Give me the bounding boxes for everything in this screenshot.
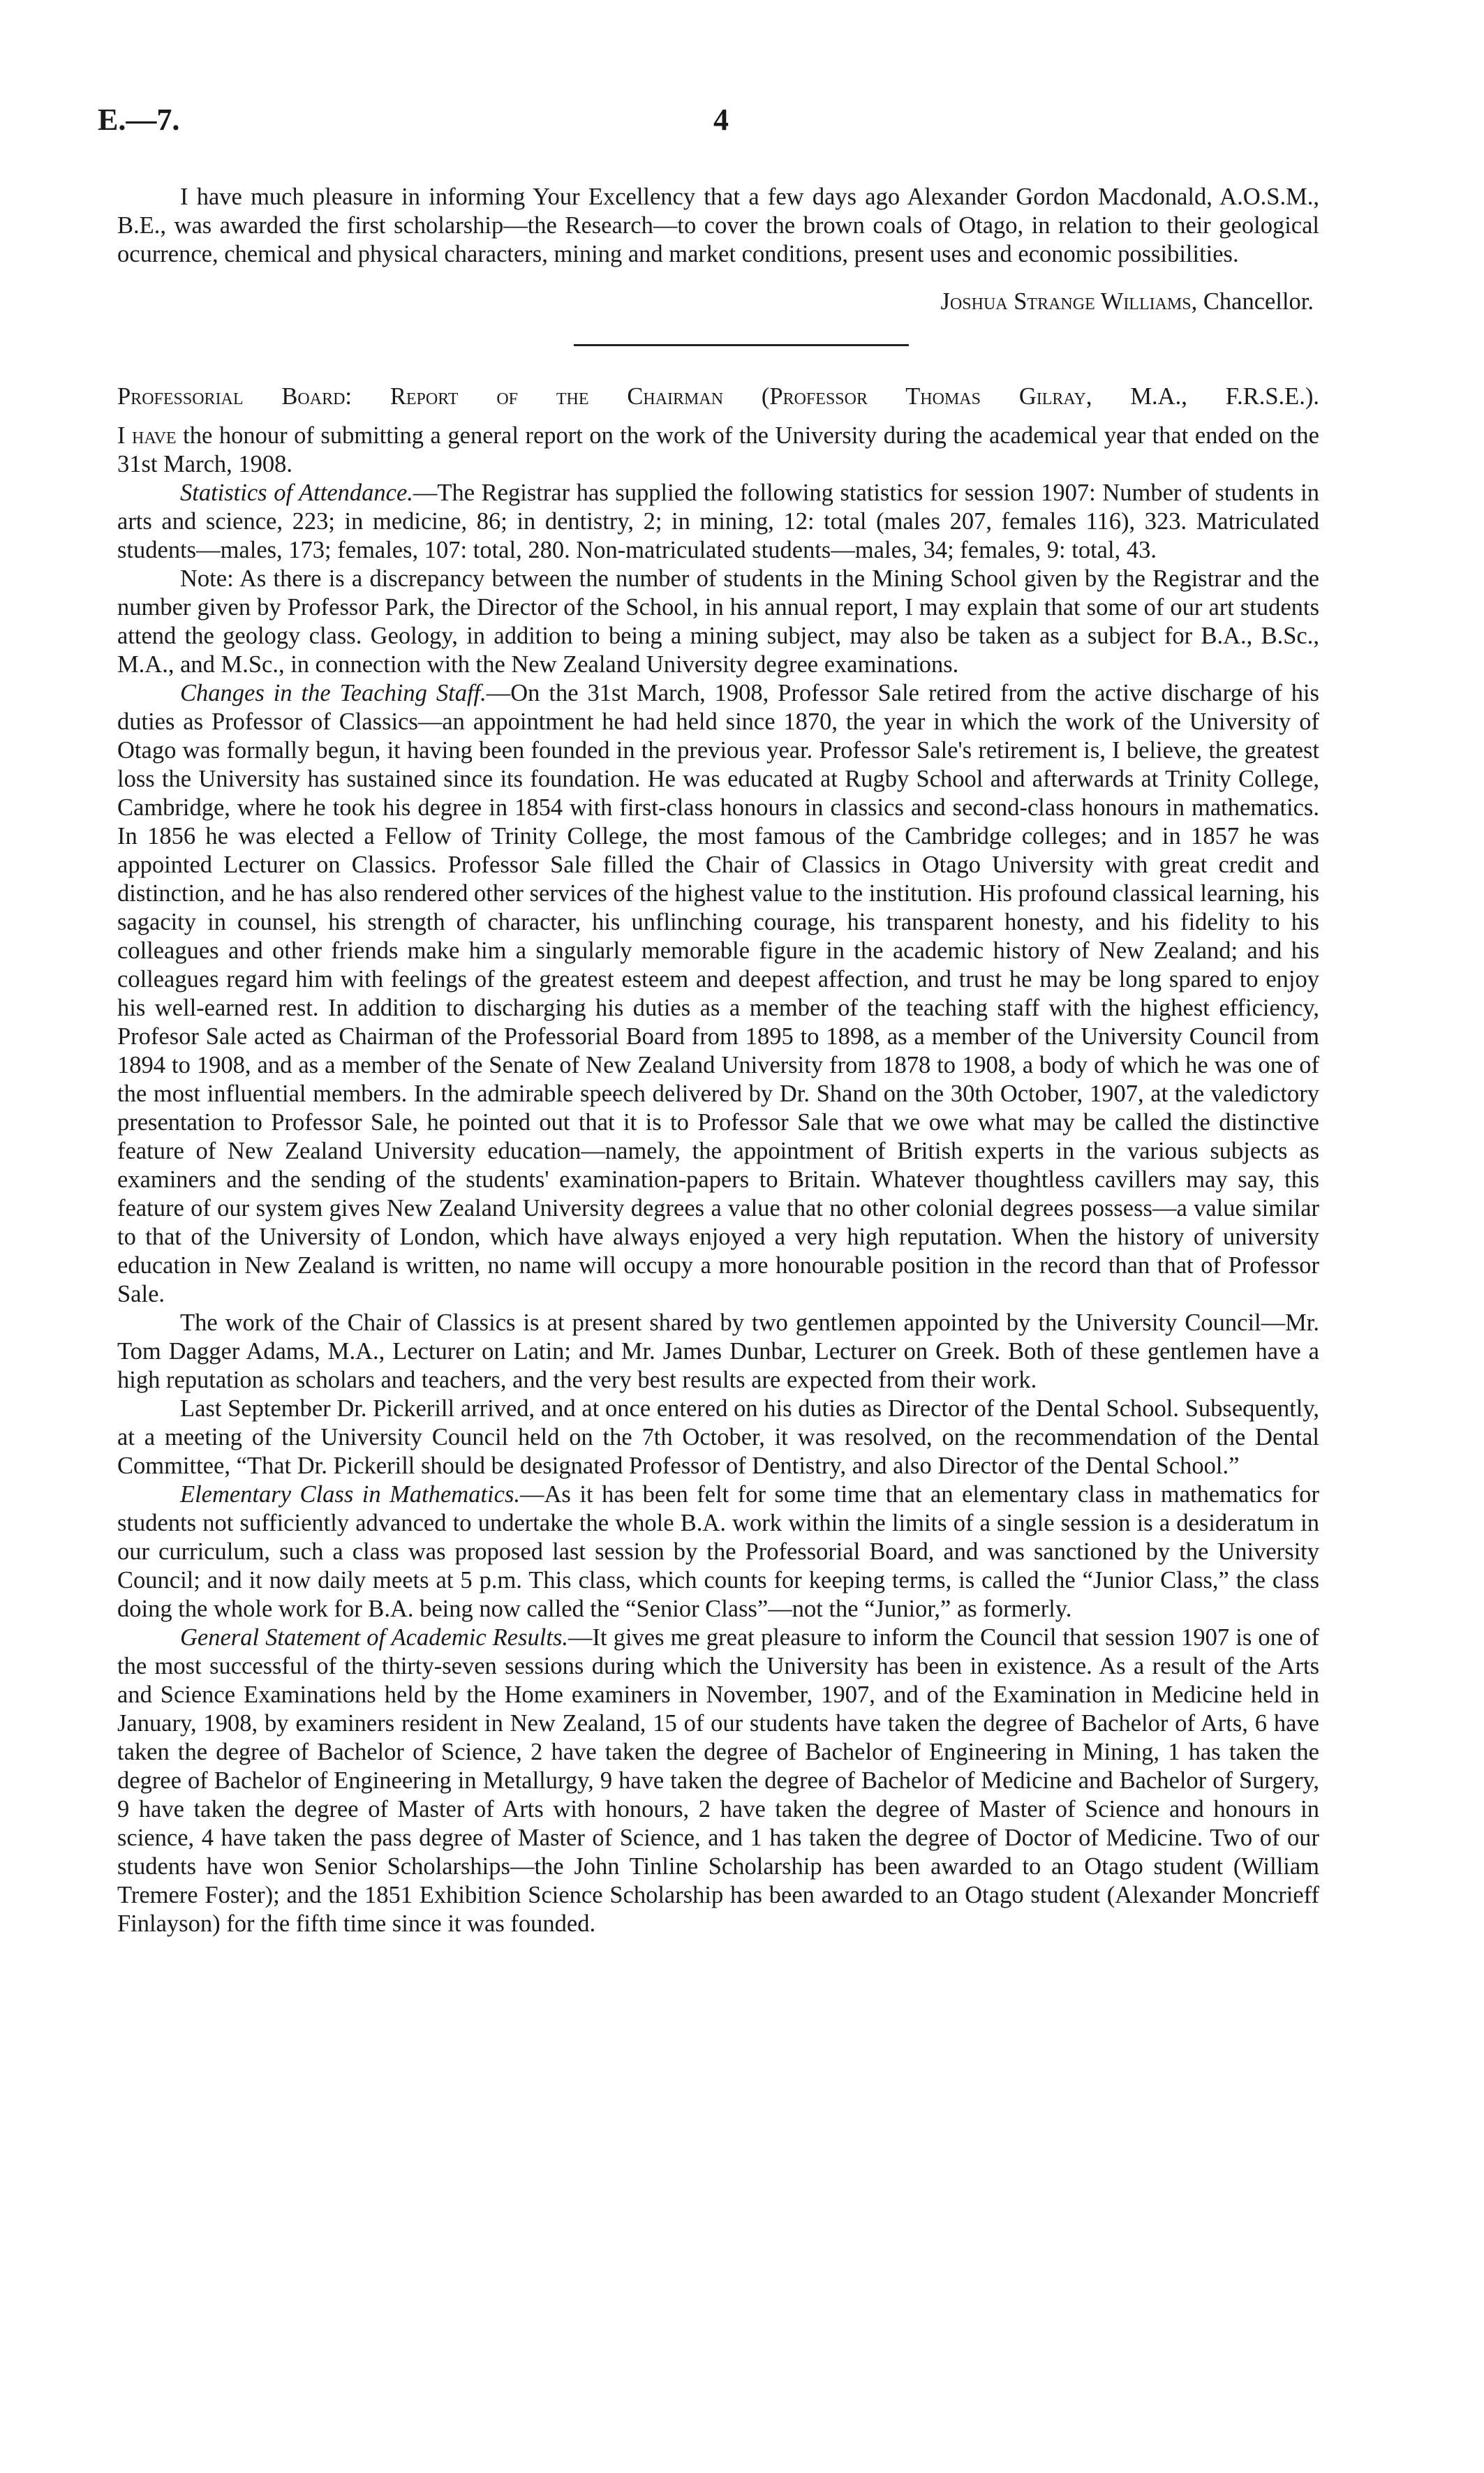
report-body: [117, 422, 1319, 1938]
paragraph-note: [117, 565, 1319, 679]
paragraph-text: The work of the Chair of Classics is at present shared by two gentlemen appointed by the University Council—Mr. Tom Dagger Adams, M.A., Lecturer on Latin; and Mr. James Dunbar, Lecturer on Greek. Both of these gentlemen have a high reputation as scholars and teachers, and the very best results are expected from their work.: [117, 1309, 1319, 1393]
paragraph-text: —It gives me great pleasure to inform the Council that session 1907 is one of the most successful of the thirty-seven sessions during which the University has been in existence. As a result of the Arts and Science Examinations held by the Home examiners in November, 1907, and of the Examination in Medicine held in January, 1908, by examiners resident in New Zealand, 15 of our students have taken the degree of Bachelor of Arts, 6 have taken the degree of Bachelor of Science, 2 have taken the degree of Bachelor of Engineering in Mining, 1 has taken the degree of Bachelor of Engineering in Metallurgy, 9 have taken the degree of Bachelor of Medicine and Bachelor of Surgery, 9 have taken the degree of Master of Arts with honours, 2 have taken the degree of Master of Science and honours in science, 4 have taken the pass degree of Master of Science, and 1 has taken the degree of Doctor of Medicine. Two of our students have won Senior Scholarships—the John Tinline Scholarship has been awarded to an Otago student (William Tremere Foster); and the 1851 Exhibition Science Scholarship has been awarded to an Otago student (Alexander Moncrieff Finlayson) for the fifth time since it was founded.: [117, 1624, 1320, 1937]
intro-paragraph: I have much pleasure in informing Your Excellency that a few days ago Alexander Gordon Macdonald, A.O.S.M., B.E., was awarded the first scholarship—the Research—to cover the brown coals of Otago, in relation to their geological ocurrence, chemical and physical characters, mining and market conditions, present uses and economic possibilities.: [117, 184, 1319, 267]
paragraph-heading: Changes in the Teaching Staff.: [180, 680, 487, 706]
signature-role: Chancellor.: [1203, 288, 1314, 315]
paragraph-academic-results: [117, 1624, 1319, 1938]
paragraph-heading: Elementary Class in Mathematics.: [180, 1481, 520, 1508]
paragraph-dental-school: [117, 1395, 1319, 1480]
report-title: Professorial Board: Report of the Chairman (Professor Thomas Gilray, M.A., F.R.S.E.).: [117, 383, 1319, 410]
intro-section: [117, 183, 1319, 269]
paragraph-chair-of-classics: [117, 1309, 1319, 1395]
paragraph-text: Note: As there is a discrepancy between the number of students in the Mining School given by the Registrar and the number given by Professor Park, the Director of the School, in his annual report, I may explain that some of our art students attend the geology class. Geology, in addition to being a mining subject, may also be taken as a subject for B.A., B.Sc., M.A., and M.Sc., in connection with the New Zealand University degree examinations.: [117, 565, 1319, 678]
paragraph-text: Last September Dr. Pickerill arrived, and at once entered on his duties as Director of the Dental School. Subsequently, at a meeting of the University Council held on the 7th October, it was resolved, on the recommendation of the Dental Committee, “That Dr. Pickerill should be designated Professor of Dentistry, and also Director of the Dental School.”: [117, 1395, 1319, 1479]
document-reference: E.—7.: [98, 103, 180, 137]
signature-name: Joshua Strange Williams,: [940, 288, 1198, 315]
paragraph-text: —On the 31st March, 1908, Professor Sale retired from the active discharge of his duties as Professor of Classics—an appointment he had held since 1870, the year in which the work of the University of Otago was formally begun, it having been founded in the previous year. Professor Sale's retirement is, I believe, the greatest loss the University has sustained since its foundation. He was educated at Rugby School and afterwards at Trinity College, Cambridge, where he took his degree in 1854 with first-class honours in classics and second-class honours in mathematics. In 1856 he was elected a Fellow of Trinity College, the most famous of the Cambridge colleges; and in 1857 he was appointed Lecturer on Classics. Professor Sale filled the Chair of Classics in Otago University with great credit and distinction, and he has also rendered other services of the highest value to the institution. His profound classical learning, his sagacity in counsel, his strength of character, his unflinching courage, his transparent honesty, and his fidelity to his colleagues and other friends make him a singularly memorable figure in the academic history of New Zealand; and his colleagues regard him with feelings of the greatest esteem and deepest affection, and trust he may be long spared to enjoy his well-earned rest. In addition to discharging his duties as a member of the teaching staff with the highest efficiency, Profesor Sale acted as Chairman of the Professorial Board from 1895 to 1898, as a member of the University Council from 1894 to 1908, and as a member of the Senate of New Zealand University from 1878 to 1908, a body of which he was one of the most influential members. In the admirable speech delivered by Dr. Shand on the 30th October, 1907, at the valedictory presentation to Professor Sale, he pointed out that it is to Professor Sale that we owe what may be called the distinctive feature of New Zealand University education—namely, the appointment of British experts in the various subjects as examiners and the sending of the students' examination-papers to Britain. Whatever thoughtless cavillers may say, this feature of our system gives New Zealand University degrees a value that no other colonial degrees possess—a value similar to that of the University of London, which have always enjoyed a very high reputation. When the history of university education in New Zealand is written, no name will occupy a more honourable position in the record than that of Professor Sale.: [117, 680, 1319, 1307]
paragraph-teaching-staff: [117, 679, 1319, 1309]
opening-first-word: I have: [117, 422, 177, 449]
paragraph-text: —As it has been felt for some time that an elementary class in mathematics for students not sufficiently advanced to undertake the whole B.A. work within the limits of a single session is a desideratum in our curriculum, such a class was proposed last session by the Professorial Board, and was sanctioned by the University Council; and it now daily meets at 5 p.m. This class, which counts for keeping terms, is called the “Junior Class,” the class doing the whole work for B.A. being now called the “Senior Class”—not the “Junior,” as formerly.: [117, 1481, 1319, 1622]
signature: [941, 288, 1314, 316]
paragraph-heading: General Statement of Academic Results.: [180, 1624, 569, 1651]
opening-text: the honour of submitting a general report on the work of the University during the academical year that ended on the 31st March, 1908.: [117, 422, 1319, 477]
section-divider: [574, 344, 909, 346]
paragraph-text: —The Registrar has supplied the following statistics for session 1907: Number of students in arts and science, 223; in medicine, 86; in dentistry, 2; in mining, 12: total (males 207, females 116), 323. Matriculated students—males, 173; females, 107: total, 280. Non-matriculated students—males, 34; females, 9: total, 43.: [117, 480, 1319, 563]
page-number: 4: [713, 103, 729, 137]
paragraph-heading: Statistics of Attendance.: [180, 480, 413, 506]
paragraph-elementary-class: [117, 1480, 1319, 1624]
opening-paragraph: [117, 422, 1319, 479]
paragraph-statistics: [117, 479, 1319, 565]
